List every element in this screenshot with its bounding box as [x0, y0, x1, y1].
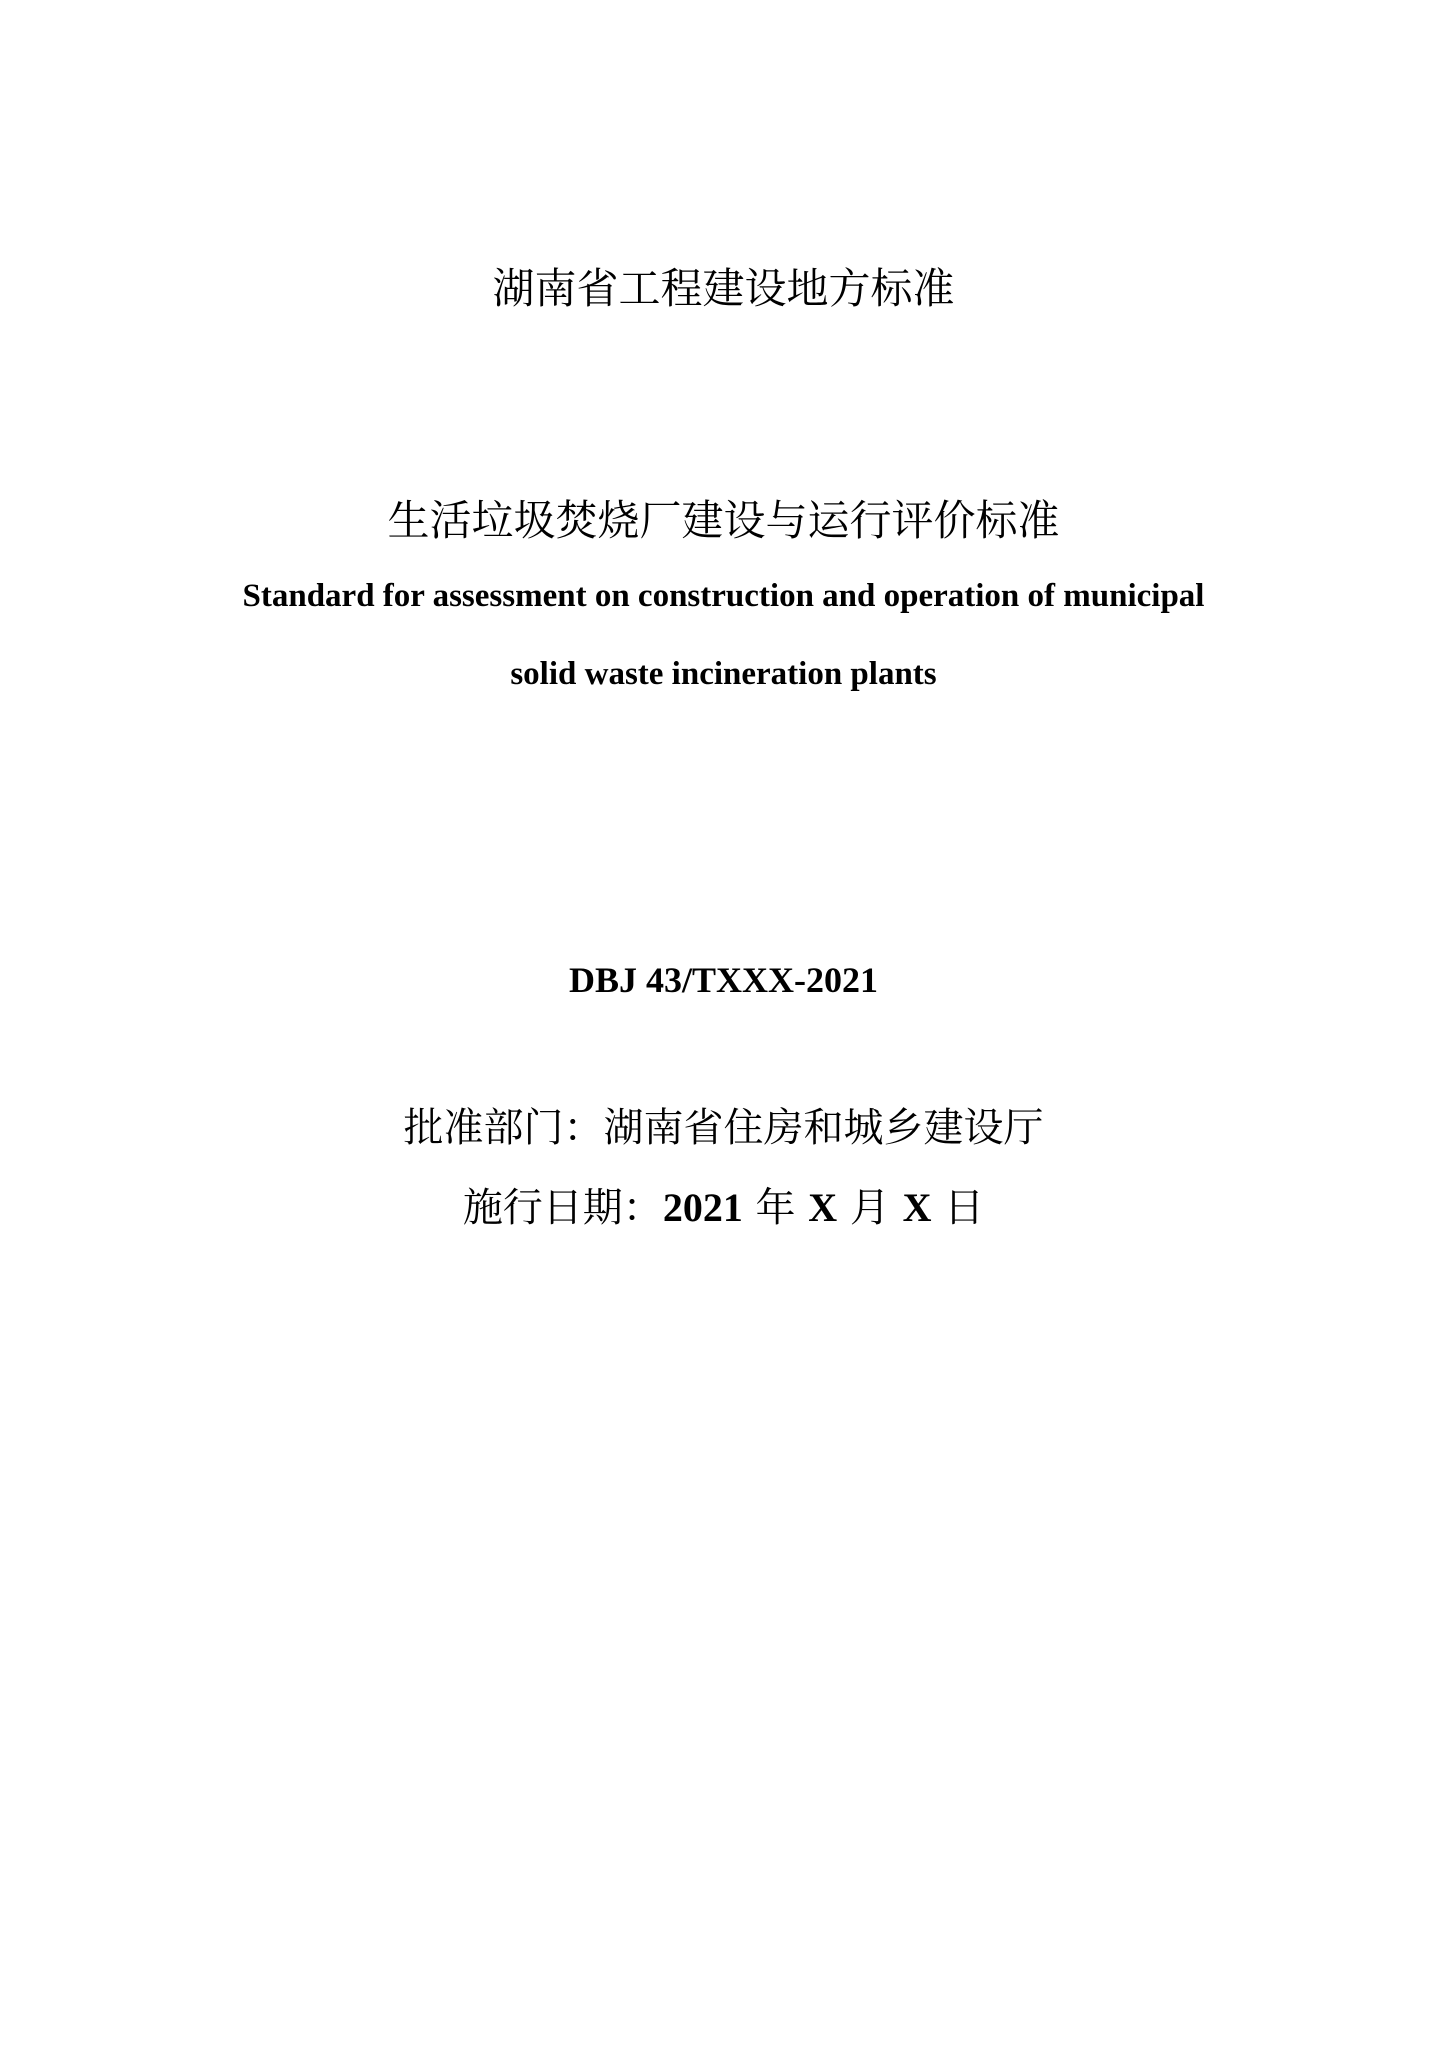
- effective-month-unit: 月: [837, 1185, 903, 1231]
- effective-month: X: [808, 1185, 838, 1230]
- effective-year: 2021: [662, 1185, 743, 1230]
- effective-day: X: [902, 1185, 932, 1230]
- approval-department: 批准部门：湖南省住房和城乡建设厅: [403, 1105, 1044, 1151]
- effective-year-unit: 年: [742, 1185, 809, 1231]
- effective-date: [0, 1185, 1447, 1231]
- effective-day-unit: 日: [931, 1185, 985, 1231]
- standard-series-title: 湖南省工程建设地方标准: [492, 264, 955, 313]
- effective-date-label: 施行日期：: [462, 1185, 663, 1231]
- standard-title-chinese: 生活垃圾焚烧厂建设与运行评价标准: [387, 496, 1060, 545]
- standard-code: DBJ 43/TXXX-2021: [568, 960, 878, 1000]
- standard-title-english-line-2: solid waste incineration plants: [510, 656, 937, 692]
- standard-title-english-line-1: Standard for assessment on construction and operation of municipal: [242, 578, 1205, 614]
